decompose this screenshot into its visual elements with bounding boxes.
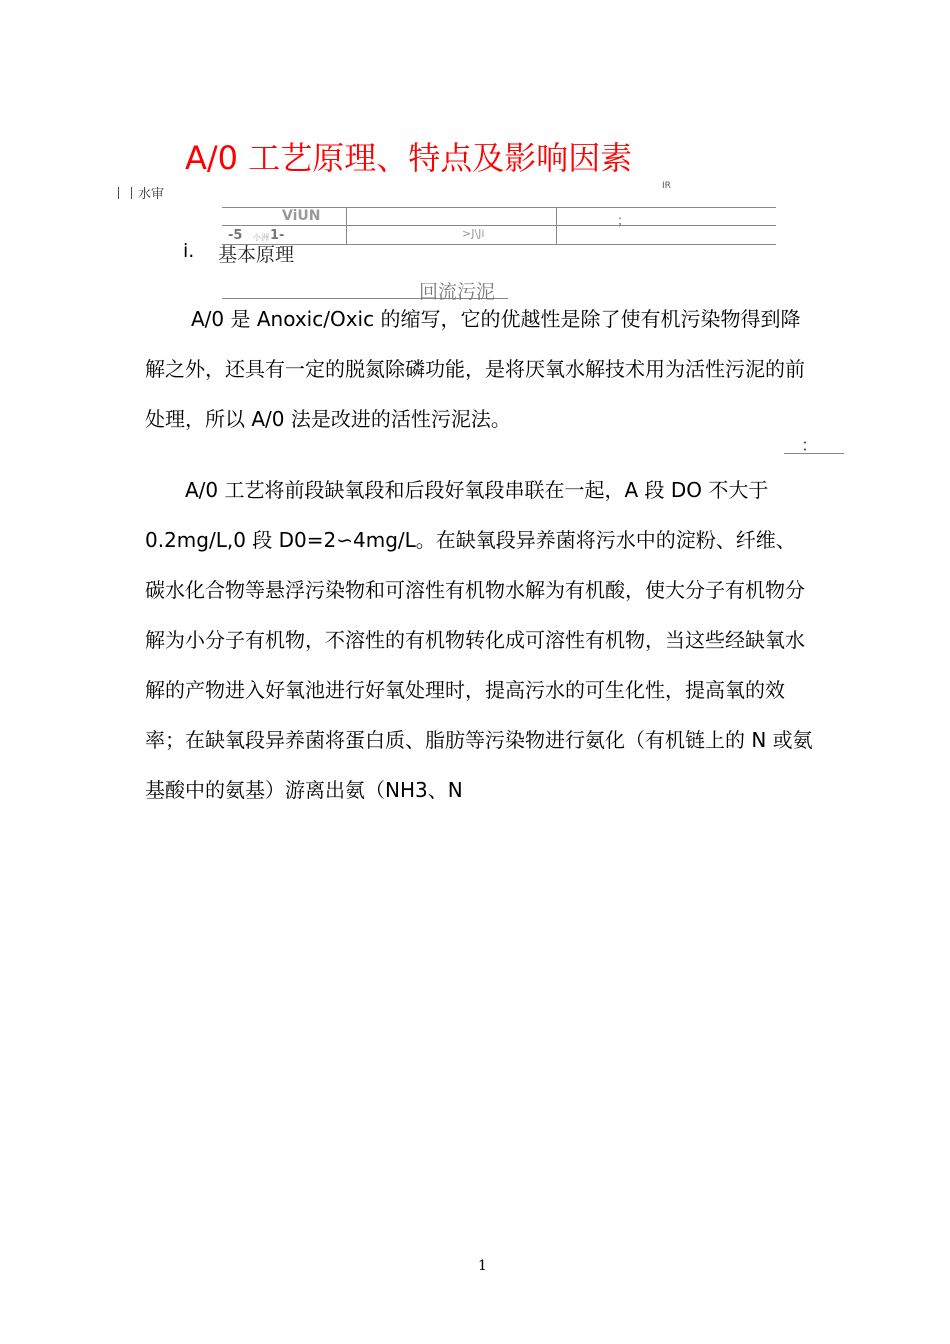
diagram-label-one: 1- <box>270 228 285 243</box>
diagram-line <box>222 244 776 245</box>
diagram-line <box>222 225 776 226</box>
body-paragraph-2: A/0 工艺将前段缺氧段和后段好氧段串联在一起，A 段 DO 不大于 0.2mg/L,0 段 D0=2∽4mg/L。在缺氧段异养菌将污水中的淀粉、纤维、碳水化合物等悬浮污染物和可溶性有机物水解为有机酸，使大分子有机物分解为小分子有机物，不溶性的有机物转化成可溶性有机物，当这些经缺氧水解的产物进入好氧池进行好氧处理时，提高污水的可生化性，提高氧的效率；在缺氧段异养菌将蛋白质、脂肪等污染物进行氨化（有机链上的 N 或氨基酸中的氨基）游离出氨（NH3、N <box>145 478 813 802</box>
diagram-label-colon: ： <box>801 436 818 456</box>
diagram-fragment-left: 丨丨水审 <box>112 187 165 202</box>
diagram-label-small: 小洲 <box>253 233 269 242</box>
body-paragraph-1: A/0 是 Anoxic/Oxic 的缩写，它的优越性是除了使有机污染物得到降解之外，还具有一定的脱氮除磷功能，是将厌氧水解技术用为活性污泥的前处理，所以 A/0 法是改进的活性污泥法。 <box>145 307 805 431</box>
diagram-label-minus5: -5 <box>228 228 243 243</box>
diagram-fragment-ir: IR <box>662 181 671 191</box>
document-title: A/0 工艺原理、特点及影响因素 <box>185 139 633 177</box>
section-title: 基本原理 <box>218 244 295 266</box>
page-number: 1 <box>478 1258 487 1274</box>
section-number: i. <box>183 240 195 262</box>
diagram-line <box>556 207 557 244</box>
diagram-label-return-sludge: 回流污泥 <box>419 281 496 303</box>
diagram-label-viun: ViUN <box>282 208 321 224</box>
diagram-label-jji: >J\Ji <box>462 227 485 240</box>
diagram-line <box>346 207 347 244</box>
diagram-label-semicolon: ； <box>617 214 631 229</box>
